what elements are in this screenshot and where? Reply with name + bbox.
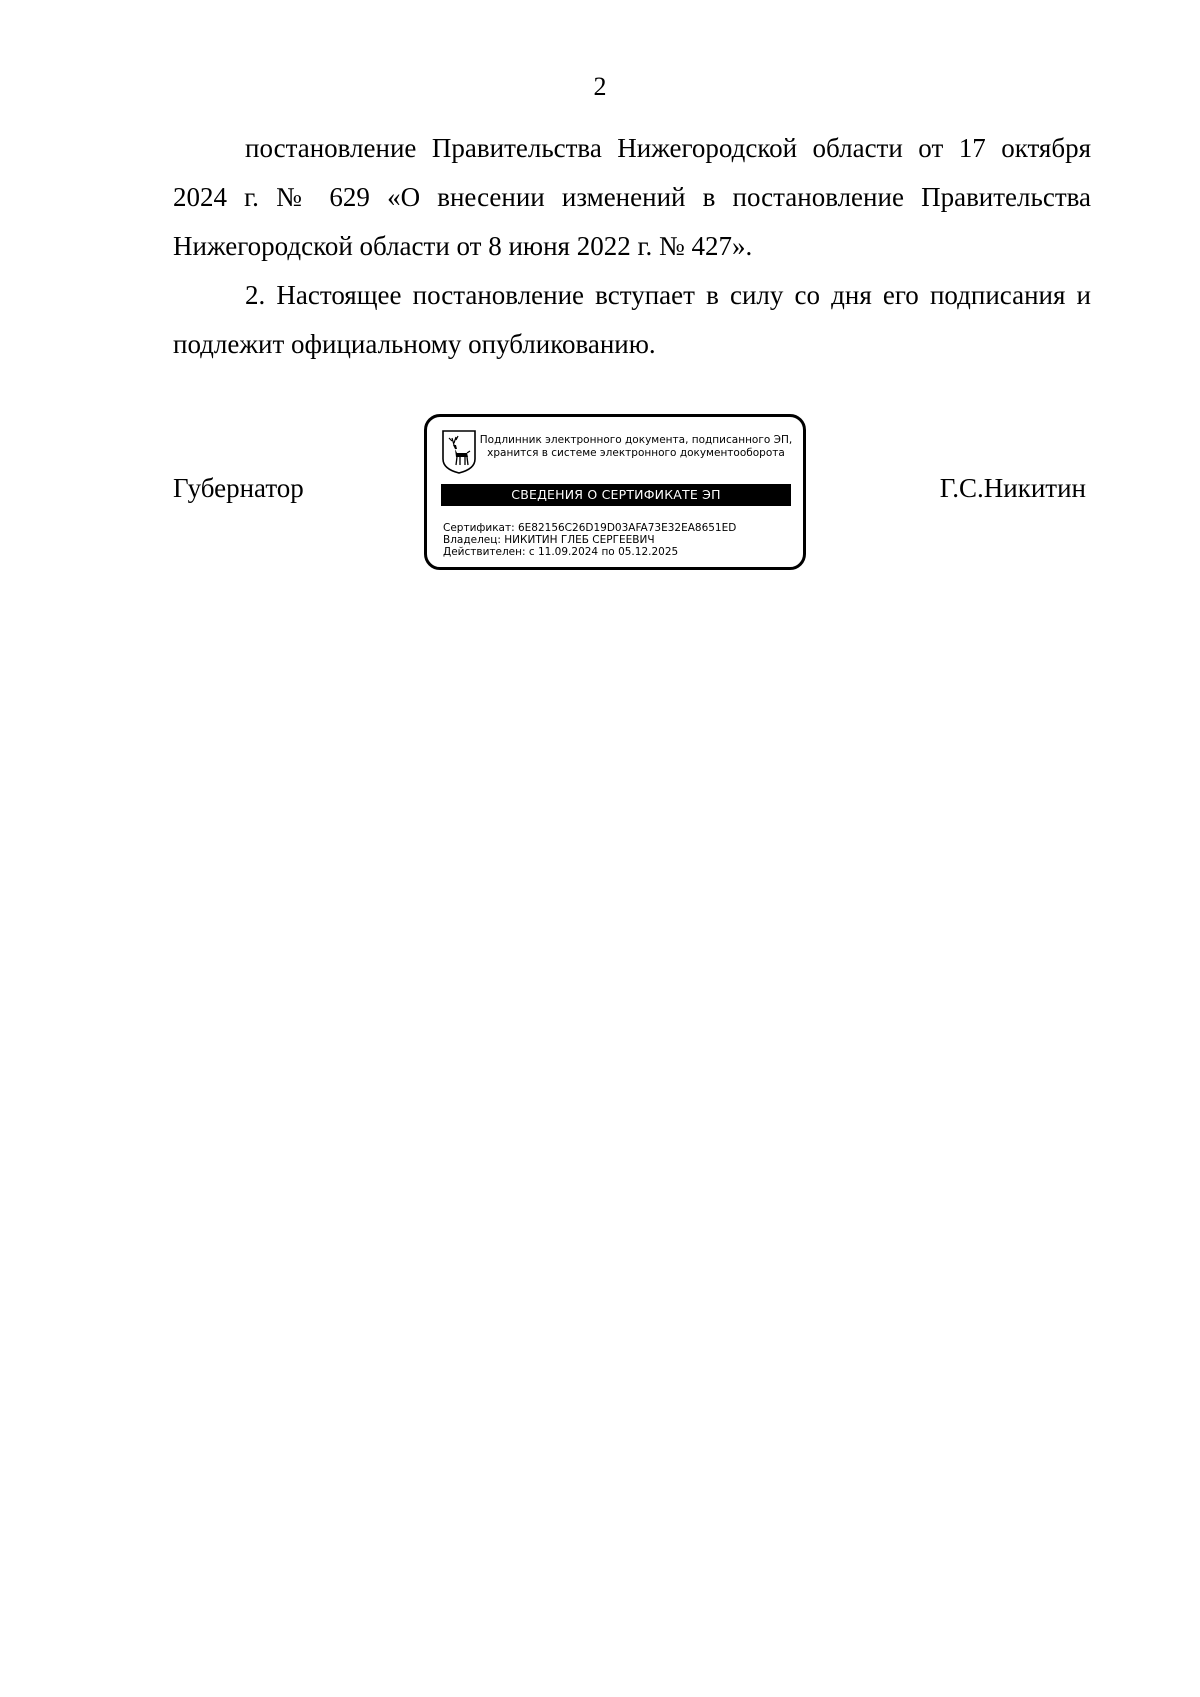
stamp-certificate-details <box>443 522 736 558</box>
stamp-certificate-banner: СВЕДЕНИЯ О СЕРТИФИКАТЕ ЭП <box>441 484 791 506</box>
stamp-original-line-1: Подлинник электронного документа, подписанного ЭП, <box>479 434 793 446</box>
stamp-original-line-2: хранится в системе электронного документооборота <box>487 447 785 459</box>
paragraph-continuation: постановление Правительства Нижегородской области от 17 октября 2024 г. № 629 «О внесении изменений в постановление Правительства Нижегородской области от 8 июня 2022 г. № 427». <box>173 133 1091 261</box>
signatory-position: Губернатор <box>173 473 304 503</box>
stamp-certificate-validity: Действителен: с 11.09.2024 по 05.12.2025 <box>443 546 679 558</box>
signatory-name: Г.С.Никитин <box>939 473 1086 503</box>
document-body <box>173 124 1091 369</box>
stamp-original-note <box>479 434 793 460</box>
stamp-certificate-owner: Владелец: НИКИТИН ГЛЕБ СЕРГЕЕВИЧ <box>443 534 655 546</box>
electronic-signature-stamp <box>424 414 806 570</box>
page-number: 2 <box>593 72 607 101</box>
deer-emblem-icon <box>441 429 477 475</box>
paragraph-effective-date: 2. Настоящее постановление вступает в силу со дня его подписания и подлежит официальному опубликованию. <box>173 280 1091 359</box>
stamp-certificate-number: Сертификат: 6E82156C26D19D03AFA73E32EA8651ED <box>443 522 737 534</box>
